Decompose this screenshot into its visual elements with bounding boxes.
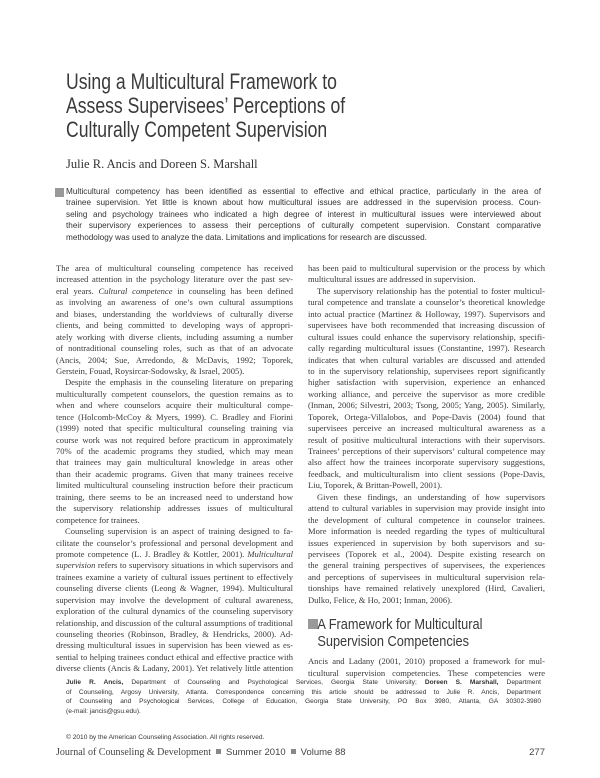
text-line: counseling diverse clients (Leong & Wagner, 1994). Multicultural (56, 583, 293, 594)
text-line: supervision may involve the development of cultural awareness, (56, 594, 293, 605)
author2-name: Doreen S. Marshall, (424, 679, 499, 686)
text-line: sential to helping trainees conduct ethical and effective practice with (56, 651, 293, 662)
paragraph (56, 526, 293, 675)
text-line: counseling theories (Robinson, Bradley, & Hendricks, 2000). Ad- (56, 629, 293, 639)
text-line: higher satisfaction with supervision, experience an enhanced (308, 377, 545, 388)
author-footnote (66, 678, 541, 716)
text-line: working alliance, and perceive the supervisor as more credible (308, 388, 545, 399)
left-column (56, 263, 293, 675)
page-number: 277 (529, 747, 545, 758)
text-line: (Inman, 2006; Silvestri, 2003; Tsong, 2005; Yang, 2005). Similarly, (308, 400, 545, 411)
text-line: ticultural supervision competencies. These competencies were (308, 667, 545, 678)
text-line: Trainees’ perceptions of their supervisors’ cultural competence may (308, 446, 545, 456)
text-line: the supervisory relationship addresses issues of multicultural (56, 503, 293, 514)
author1-name: Julie R. Ancis, (66, 679, 124, 686)
journal-issue: Summer 2010 (225, 747, 286, 758)
abstract-line: Multicultural competency has been identified as essential to effective and ethical practice, particularly in the area of (66, 187, 541, 196)
text-line: that trainees may gain multicultural knowledge in areas other (56, 457, 293, 468)
journal-name: Journal of Counseling & Development (56, 747, 211, 758)
text-line: attend to cultural variables in supervision may provide insight into (308, 503, 545, 514)
text-line: tence (Holcomb-McCoy & Myers, 1999). C. Bradley and Fiorini (56, 411, 293, 422)
abstract-marker-square (55, 188, 64, 197)
text-line: competence for trainees. (56, 514, 140, 525)
right-column (308, 263, 545, 679)
text-line: Given these findings, an understanding of how supervisors (317, 491, 545, 502)
section-heading (308, 616, 545, 650)
text-line: More information is needed regarding the types of multicultural (308, 526, 545, 537)
footnote-line (66, 678, 541, 688)
text-line: course work was not required before practicum in approximately (56, 434, 293, 445)
paragraph (56, 377, 293, 526)
text-line: into actual practice (Martinez & Holloway, 1997). Supervisors and (308, 308, 545, 319)
text-line: trainees examine a variety of cultural issues pertinent to effectively (56, 571, 293, 582)
text-line: the general training perspectives of supervisees, the experiences (308, 560, 545, 571)
text-line: feedback, and multiculturalism into client sessions (Pope-Davis, (308, 468, 545, 479)
text-line: Despite the emphasis in the counseling literature on preparing (65, 377, 293, 388)
text-line: relationship, and discussion of the cultural assumptions of traditional (56, 617, 293, 628)
author1-affiliation: Department of Counseling and Psychological Services, Georgia State University; (123, 679, 425, 686)
text-line: and perceptions of supervisees in multicultural supervision rela- (308, 571, 545, 582)
footnote-line: of Counseling, Argosy University, Atlanta. Correspondence concerning this article should be addressed to Julie R. Ancis, Department (66, 688, 541, 696)
text-line: promote competence (L. J. Bradley & Kottler, 2001). Multicultural (56, 548, 293, 559)
text-line: dressing multicultural issues in supervision has been viewed as es- (56, 640, 293, 651)
text-line: supervisees have both recommended that increasing discussion of (308, 320, 545, 331)
section-heading-line: A Framework for Multicultural (317, 616, 483, 634)
text-line: supervision refers to supervisory situations in which supervisors and (56, 560, 293, 571)
article-title (66, 70, 345, 142)
text-line: multicultural issues are addressed in supervision. (308, 274, 476, 285)
text-line: diverse clients (Ancis & Ladany, 2001). Yet relatively little attention (56, 663, 293, 674)
text-line: Liu, Toporek, & Brittan-Powell, 2001). (308, 480, 443, 491)
title-line: Culturally Competent Supervision (66, 117, 328, 142)
text-line: issues experienced in supervision by both supervisors and su- (308, 537, 545, 548)
paragraph (308, 263, 545, 286)
text-line: eral years. Cultural competence in counseling has been defined (56, 285, 293, 296)
text-line: of nontraditional counseling roles, such as that of an advocate (56, 343, 293, 354)
text-line: when and where counselors acquire their multicultural compe- (56, 400, 293, 411)
text-line: has been paid to multicultural supervision or the process by which (308, 263, 545, 273)
text-line: exploration of the cultural dynamics of the counseling supervisory (56, 606, 293, 617)
footnote-line: of Counseling and Psychological Services, College of Education, Georgia State University, PO Box 3980, Atlanta, GA 30302-3980 (66, 698, 541, 706)
footnote-line: (e-mail: jancis@gsu.edu). (66, 707, 141, 715)
author2-affiliation: Department (498, 679, 542, 686)
copyright-notice: © 2010 by the American Counseling Association. All rights reserved. (66, 734, 265, 741)
text-line: cultural issues could enhance the supervisory relationship, specifi- (308, 331, 545, 342)
text-line: supervisees perceive an increased multicultural awareness as a (308, 423, 545, 434)
abstract (66, 186, 541, 243)
text-line: Toporek, Ortega-Villalobos, and Pope-Davis (2004) found that (308, 411, 545, 422)
text-line: tionships have remained relatively unexplored (Hird, Cavalieri, (308, 583, 545, 594)
text-line: cilitate the counselor’s professional and personal development and (56, 537, 293, 548)
text-line: Dulko, Felice, & Ho, 2001; Inman, 2006). (308, 594, 453, 605)
separator-square (216, 749, 221, 754)
text-line: multiculturally competent counselors, the question remains as to (56, 388, 293, 399)
paragraph (308, 286, 545, 492)
text-line: and biases, understanding the worldviews of culturally diverse (56, 308, 293, 319)
paragraph (56, 263, 293, 377)
text-line: also affect how the trainees incorporate supervisory suggestions, (308, 457, 545, 468)
text-line: Gerstein, Fouad, Roysircar-Sodowsky, & Israel, 2005). (56, 365, 245, 376)
text-line: indicates that when cultural variables are discussed and attended (308, 354, 545, 365)
text-line: 70% of the academic programs they studied, which may mean (56, 446, 293, 456)
text-line: the development of cultural competence in counselor trainees. (308, 514, 545, 525)
text-line: pervisees (Toporek et al., 2004). Despite existing research on (308, 548, 545, 559)
text-line: as involving an awareness of one’s own cultural assumptions (56, 297, 293, 308)
text-line: tural competence and translate a counselor’s theoretical knowledge (308, 297, 545, 308)
text-line: than their academic programs. Given that many trainees receive (56, 468, 293, 479)
paragraph (308, 492, 545, 606)
text-line: Ancis and Ladany (2001, 2010) proposed a framework for mul- (308, 656, 545, 667)
text-line: limited multicultural counseling instruction before their practicum (56, 480, 293, 491)
section-heading-line: Supervision Competencies (317, 633, 470, 651)
paragraph (308, 656, 545, 679)
journal-volume: Volume 88 (300, 747, 346, 758)
abstract-line: trainee supervision. Yet little is known about how multicultural issues are addressed in the supervision process. Coun- (66, 198, 541, 208)
abstract-line: their supervisory experiences to assess their perceptions of culturally competent supervision. Constant comparative (66, 221, 541, 231)
article-authors: Julie R. Ancis and Doreen S. Marshall (66, 157, 258, 171)
text-line: The supervisory relationship has the potential to foster multicul- (317, 285, 545, 296)
page-footer (56, 747, 545, 758)
text-line: (1999) noted that specific multicultural counseling training via (56, 423, 293, 434)
title-line: Assess Supervisees’ Perceptions of (66, 93, 346, 118)
text-line: to in the supervisory relationship, supervisees report significantly (308, 365, 545, 376)
text-line: training, there seems to be an increased need to understand how (56, 491, 293, 502)
text-line: (Ancis, 2004; Sue, Arredondo, & McDavis, 1992; Toporek, (56, 354, 293, 365)
text-line: increased attention in the psychology literature over the past sev- (56, 274, 293, 285)
text-line: The area of multicultural counseling competence has received (56, 263, 293, 273)
abstract-line: seling and psychology trainees who indicated a high degree of interest in multicultural issues were interviewed about (66, 209, 541, 219)
text-line: Counseling supervision is an aspect of training designed to fa- (65, 526, 293, 537)
text-line: cally regarding multicultural issues (Constantine, 1997). Research (308, 343, 545, 354)
text-line: result of positive multicultural interactions with their supervisors. (308, 434, 545, 445)
abstract-line: methodology was used to analyze the data. Limitations and implications for research are discussed. (66, 232, 427, 242)
text-line: ately working with diverse clients, including assuming a number (56, 331, 293, 342)
right-column-bottom (308, 656, 545, 679)
separator-square (291, 749, 296, 754)
text-line: clients, and being committed to developing ways of appropri- (56, 320, 293, 331)
title-line: Using a Multicultural Framework to (66, 69, 337, 94)
right-column-top (308, 263, 545, 606)
